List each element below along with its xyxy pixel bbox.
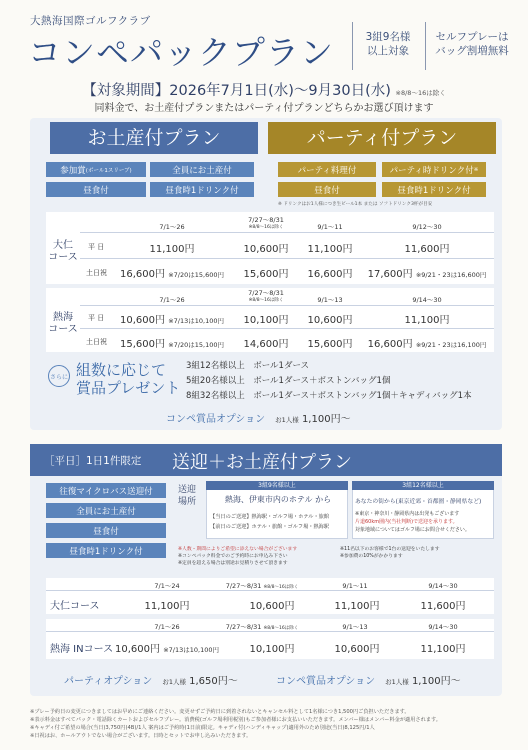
column-header: 9/1～11 <box>342 582 368 590</box>
chip-bus: 往復マイクロバス送迎付 <box>46 483 166 498</box>
chip-lunch: 昼食付 <box>46 182 146 197</box>
plan-choice-note: 同料金で、お土産付プランまたはパーティ付プランどちらかお選び頂けます <box>94 103 434 114</box>
price-cell: 16,600円 ※7/20は15,600円 <box>120 269 224 280</box>
chip-party-food: パーティ料理付 <box>278 162 376 177</box>
shuttle-note: ※11名以下のお客様で1台の送迎をいたします <box>340 547 440 552</box>
price-cell: 15,600円 ※7/20は15,100円 <box>120 339 224 350</box>
column-header: 9/1～11 <box>317 223 343 231</box>
column-header: 7/27～8/31 ※8/8～16は除く <box>225 623 299 631</box>
shuttle-note: ※コンペパック料金でのご予約時にお申込み下さい <box>178 554 288 559</box>
footer-note: ※表示料金はすべてパック・電話除くカートおよびセルフプレー。消費税(ゴルフ場利用税別)もご参加者様にお支払いいただきます。メンバー様はメンバー料金が適用されます。 <box>30 717 441 723</box>
prize-tier: 5組20名様以上 ボール1ダース＋ボストンバッグ1個 <box>186 376 391 386</box>
pickup-town-detail: 対象地域についてはゴルフ場にお問合せください。 <box>355 527 470 533</box>
column-header: 9/1～13 <box>317 296 343 304</box>
pickup-label: 送迎 場所 <box>177 485 196 507</box>
price-cell: 11,100円 <box>334 601 380 612</box>
prize-option: コンペ賞品オプション お1人様 1,100円～ <box>276 676 461 687</box>
column-header: 7/27～8/31 ※8/8～16は除く <box>225 582 299 590</box>
price-cell: 11,100円 <box>404 315 450 326</box>
column-header: 9/12～30 <box>412 223 442 231</box>
price-cell: 16,600円 <box>307 269 353 280</box>
shuttle-note: ※定員を超える場合は別途お見積りさせて頂きます <box>178 561 288 566</box>
party-option: パーティオプション お1人様 1,650円～ <box>64 676 238 687</box>
club-name: 大熱海国際ゴルフクラブ <box>30 15 151 27</box>
divider <box>352 22 353 70</box>
price-cell: 17,600円 ※9/21・23は16,600円 <box>367 269 487 280</box>
price-cell: 10,600円 <box>249 601 295 612</box>
pickup-hotel-head: 3組9名様以上 <box>206 481 348 490</box>
column-header: 7/1～26 <box>159 296 185 304</box>
extra-badge: さらに <box>48 365 70 387</box>
chip-lunch-drink: 昼食時1ドリンク付 <box>382 182 486 197</box>
column-header: 9/14～30 <box>412 296 442 304</box>
chip-lunch: 昼食付 <box>278 182 376 197</box>
divider <box>425 22 426 70</box>
price-cell: 15,600円 <box>307 339 353 350</box>
page-title: コンペパックプラン <box>28 33 334 72</box>
price-cell: 11,600円 <box>420 601 466 612</box>
course-label: 熱海 INコース <box>50 644 114 655</box>
chip-lunch-drink: 昼食時1ドリンク付 <box>46 543 166 558</box>
souvenir-plan-title: お土産付プラン <box>50 122 258 154</box>
price-cell: 16,600円 ※9/21・23は16,100円 <box>367 339 487 350</box>
column-header: 7/1～26 <box>154 623 180 631</box>
group-requirement: 3組9名様 以上対象 <box>365 31 411 57</box>
target-period: 【対象期間】2026年7月1日(水)～9月30日(水) ※8/8～16は除く <box>82 83 446 99</box>
chip-lunch: 昼食付 <box>46 523 166 538</box>
pickup-town-detail: 片道60km圏内(当社判断)で送迎を承ります。 <box>355 519 458 525</box>
holiday-label: 土日祝 <box>86 269 107 277</box>
price-cell: 10,600円 <box>307 315 353 326</box>
drink-note: ※ ドリンクはお1人様につき生ビール1本 または ソフトドリンク3杯が目安 <box>278 202 433 207</box>
price-cell: 10,100円 <box>243 315 289 326</box>
column-header: 7/1～26 <box>159 223 185 231</box>
pickup-town-detail: ※東京・神奈川・静岡県内は出発もございます <box>355 511 460 517</box>
price-cell: 11,100円 <box>420 644 466 655</box>
column-header: 7/27～8/31 ※8/8～16は除く <box>248 216 284 230</box>
holiday-label: 土日祝 <box>86 338 107 346</box>
pickup-hotel-text: 熱海、伊東市内のホテル から <box>224 495 332 504</box>
pickup-town-text: あなたの街から(東京近郊・首都圏・静岡県など) <box>355 499 482 505</box>
chip-participation-prize: 参加賞 (ボール1スリーブ) <box>46 162 146 177</box>
prize-heading: 組数に応じて 賞品プレゼント <box>76 361 181 397</box>
pickup-hotel-detail: 【前日のご送迎】ホテル・旅館・ゴルフ場・熱海駅 <box>210 524 330 530</box>
price-cell: 15,600円 <box>243 269 289 280</box>
weekday-label: 平 日 <box>88 314 105 322</box>
atami-course-label: 熱海 コース <box>48 312 78 335</box>
price-cell: 10,600円 <box>334 644 380 655</box>
chip-souvenir-all: 全員にお土産付 <box>150 162 254 177</box>
price-cell: 10,600円 <box>243 244 289 255</box>
column-header: 7/27～8/31 ※8/8～16は除く <box>248 289 284 303</box>
price-cell: 14,600円 <box>243 339 289 350</box>
column-header: 9/14～30 <box>428 582 458 590</box>
prize-tier: 3組12名様以上 ボール1ダース <box>186 361 310 371</box>
price-cell: 10,600円 ※7/13は10,100円 <box>120 315 224 326</box>
footer-note: ※キャディ付ご希望の場合(当日)3,750円(4B)/1人 案内はご予約時(1日前)限定。キャディ付(ハンディキャップ)適用外のため別途(当日)8,125円/1人 <box>30 725 375 731</box>
pickup-hotel-detail: 【当日のご送迎】熱海駅・ゴルフ場・ホテル・旅館 <box>210 514 330 520</box>
price-cell: 11,100円 <box>144 601 190 612</box>
footer-note: ※プレー予約日の変更につきましてはお早めにご連絡ください。変更せずご予約日に到着されないとキャンセル料として1名様につき1,500円ご負担いただきます。 <box>30 709 410 715</box>
footer-note: ※日祝はお、ホールアウトでない場合がございます。日時とセットでお申し込みいただきます。 <box>30 733 252 739</box>
shuttle-note: ※参加費の10%がかかります <box>340 554 403 559</box>
price-cell: 10,100円 <box>249 644 295 655</box>
pickup-town-head: 3組12名様以上 <box>352 481 494 490</box>
price-cell: 11,100円 <box>149 244 195 255</box>
column-header: 9/1～13 <box>342 623 368 631</box>
weekday-label: 平 日 <box>88 243 105 251</box>
daito-course-label: 大仁 コース <box>48 240 78 263</box>
shuttle-plan-header: ［平日］1日1件限定 送迎＋お土産付プラン <box>30 444 502 476</box>
chip-lunch-drink: 昼食時1ドリンク付 <box>150 182 254 197</box>
self-play-note: セルフプレーは バッグ割増無料 <box>435 31 509 57</box>
chip-party-drink: パーティ時ドリンク付 ※ <box>382 162 486 177</box>
price-cell: 11,100円 <box>307 244 353 255</box>
price-cell: 10,600円 ※7/13は10,100円 <box>115 644 219 655</box>
column-header: 9/14～30 <box>428 623 458 631</box>
price-cell: 11,600円 <box>404 244 450 255</box>
chip-souvenir-all: 全員にお土産付 <box>46 503 166 518</box>
course-label: 大仁コース <box>50 601 100 612</box>
shuttle-note: ※人数・期間によりご希望に添えない場合がございます <box>178 547 298 552</box>
column-header: 7/1～24 <box>154 582 180 590</box>
prize-tier: 8組32名様以上 ボール1ダース＋ボストンバッグ1個＋キャディバッグ1本 <box>186 391 472 401</box>
prize-option: コンペ賞品オプション お1人様 1,100円～ <box>166 414 351 425</box>
party-plan-title: パーティ付プラン <box>268 122 496 154</box>
